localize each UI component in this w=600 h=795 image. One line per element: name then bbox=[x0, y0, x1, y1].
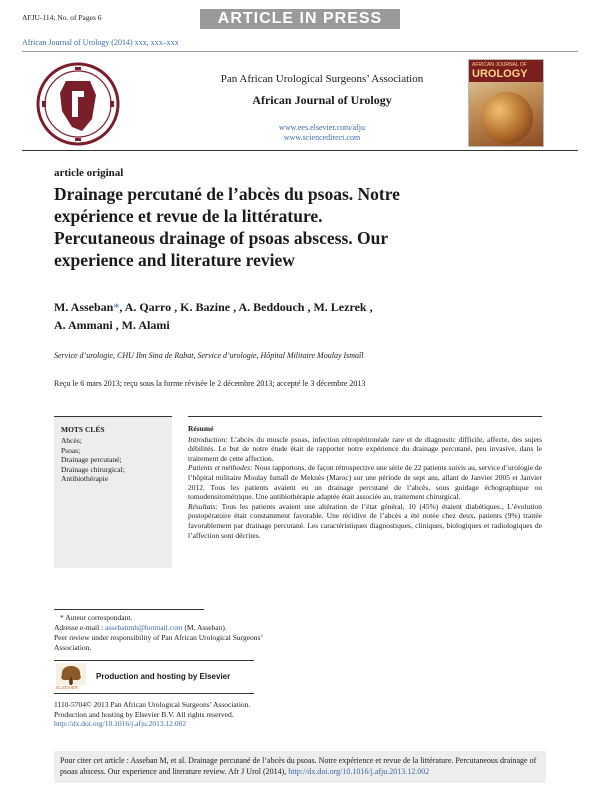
authors-line-2: A. Ammani , M. Alami bbox=[54, 318, 170, 332]
keyword-item: Drainage percutané; bbox=[61, 455, 122, 464]
corresponding-author-link[interactable]: * bbox=[113, 300, 120, 314]
intro-text: L’abcès du muscle psoas, infection rétropéritonéale rare et de diagnostic difficile, affecte, des sujets débilités. Le but de notre étude était de rapporter notre expérience du drainage percutané, peu invasive, dans le traitement de cette affection. bbox=[188, 434, 542, 463]
keyword-item: Drainage chirurgical; bbox=[61, 464, 125, 474]
elsevier-banner bbox=[54, 660, 254, 694]
association-name: Pan African Urological Surgeons’ Association bbox=[220, 73, 424, 85]
intro-label: Introduction: bbox=[188, 434, 228, 444]
copyright-block bbox=[54, 700, 250, 729]
article-title bbox=[54, 183, 524, 271]
abstract-heading: Résumé bbox=[188, 424, 214, 433]
keywords-heading: MOTS CLÉS bbox=[61, 425, 105, 434]
methods-label: Patients et méthodes: bbox=[188, 463, 253, 473]
footnote-peer-review: Peer review under responsibility of Pan African Urological Surgeons’ Association. bbox=[54, 633, 263, 652]
keywords-box bbox=[54, 416, 172, 568]
email-link[interactable]: assebanmh@hotmail.com bbox=[105, 623, 183, 632]
elsevier-logo-text: ELSEVIER bbox=[56, 685, 79, 690]
cover-globe-icon bbox=[481, 92, 533, 144]
article-ids: AFJU-114; No. of Pages 6 bbox=[22, 13, 102, 22]
journal-header bbox=[22, 51, 578, 151]
email-suffix: (M. Asseban). bbox=[182, 623, 227, 632]
top-banner bbox=[0, 0, 600, 34]
title-line-3: Percutaneous drainage of psoas abscess. Our bbox=[54, 228, 389, 248]
affiliation: Service d’urologie, CHU Ibn Sina de Rabat, Service d’urologie, Hôpital Militaire Moulay Ismaîl bbox=[54, 351, 364, 360]
footnote-divider bbox=[54, 609, 204, 610]
article-in-press-banner: ARTICLE IN PRESS bbox=[200, 9, 400, 29]
footnote-email bbox=[54, 623, 227, 633]
title-line-1: Drainage percutané de l’abcès du psoas. Notre bbox=[54, 184, 400, 204]
doi-link[interactable]: http://dx.doi.org/10.1016/j.afju.2013.12.002 bbox=[54, 719, 187, 728]
citation-text: Pour citer cet article : Asseban M, et al. Drainage percutané de l’abcès du psoas. Notre expérience et revue de la littérature. Percutaneous drainage of psoas abscess. Our experience and literature review. Afr J Urol (2014), bbox=[60, 756, 537, 776]
journal-name: African Journal of Urology bbox=[252, 93, 392, 107]
title-line-2: expérience et revue de la littérature. bbox=[54, 206, 323, 226]
results-text: Tous les patients avaient une altération de l’état général, 10 (45%) étaient diabétiques., L’évolution postopératoire était constamment favorable. Une récidive de l’abcès a été notée chez deux, patients (9%) traitée favorablement par drainage percutané. Les caractéristiques diagnostiques, cliniques, biologiques et radiologiques de l’affection sont décrites. bbox=[188, 501, 542, 540]
abstract-results bbox=[188, 502, 542, 540]
article-type: article original bbox=[54, 167, 124, 179]
footnote-corresponding: * Auteur correspondant. bbox=[60, 613, 133, 622]
journal-url-sciencedirect[interactable]: www.sciencedirect.com bbox=[283, 133, 361, 142]
journal-citation-link[interactable]: African Journal of Urology (2014) xxx, xxx–xxx bbox=[22, 38, 179, 47]
title-line-4: experience and literature review bbox=[54, 250, 295, 270]
copyright-line-1: 1110-5704© 2013 Pan African Urological Surgeons’ Association. bbox=[54, 700, 251, 709]
keyword-item: Antibiothérapie bbox=[61, 474, 109, 483]
keyword-item: Abcès; bbox=[61, 436, 82, 445]
association-logo-icon bbox=[32, 61, 124, 147]
abstract-methods bbox=[188, 463, 542, 501]
abstract bbox=[188, 416, 542, 540]
header-divider bbox=[22, 51, 578, 52]
citation-doi-link[interactable]: http://dx.doi.org/10.1016/j.afju.2013.12.002 bbox=[288, 767, 430, 776]
email-label: Adresse e-mail : bbox=[54, 623, 106, 632]
keyword-item: Psoas; bbox=[61, 445, 81, 455]
author-first: M. Asseban bbox=[54, 300, 114, 314]
journal-url-ees[interactable]: www.ees.elsevier.com/afju bbox=[279, 123, 365, 132]
cover-title: UROLOGY bbox=[472, 68, 528, 80]
cover-subtitle: AFRICAN JOURNAL OF bbox=[472, 62, 527, 68]
methods-text: Nous rapportons, de façon rétrospective une série de 22 patients suivis au, service d’urologie de l’hôpital militaire Moulay Ismaîl de Meknès (Maroc) sur une période de sept ans, allant de Janvier 2005 et Janvier 2012. Tous les patients avaient eu un drainage percutané de l’abcès, sous guidage échographique ou tomodensitométrique. Une antibiothérapie adaptée était associée au, traitement chirurgical. bbox=[188, 463, 542, 502]
abstract-introduction bbox=[188, 435, 542, 464]
authors-rest: , A. Qarro , K. Bazine , A. Beddouch , M. Lezrek , bbox=[119, 300, 373, 314]
elsevier-production-text: Production and hosting by Elsevier bbox=[96, 672, 231, 681]
article-dates: Reçu le 6 mars 2013; reçu sous la forme révisée le 2 décembre 2013; accepté le 3 décembre 2013 bbox=[54, 379, 366, 388]
citation-box bbox=[54, 751, 546, 783]
author-list bbox=[54, 298, 534, 334]
journal-cover bbox=[468, 59, 544, 147]
authors-line-1 bbox=[54, 298, 534, 316]
results-label: Résultats: bbox=[188, 501, 218, 511]
copyright-line-2: Production and hosting by Elsevier B.V. All rights reserved. bbox=[54, 709, 234, 719]
